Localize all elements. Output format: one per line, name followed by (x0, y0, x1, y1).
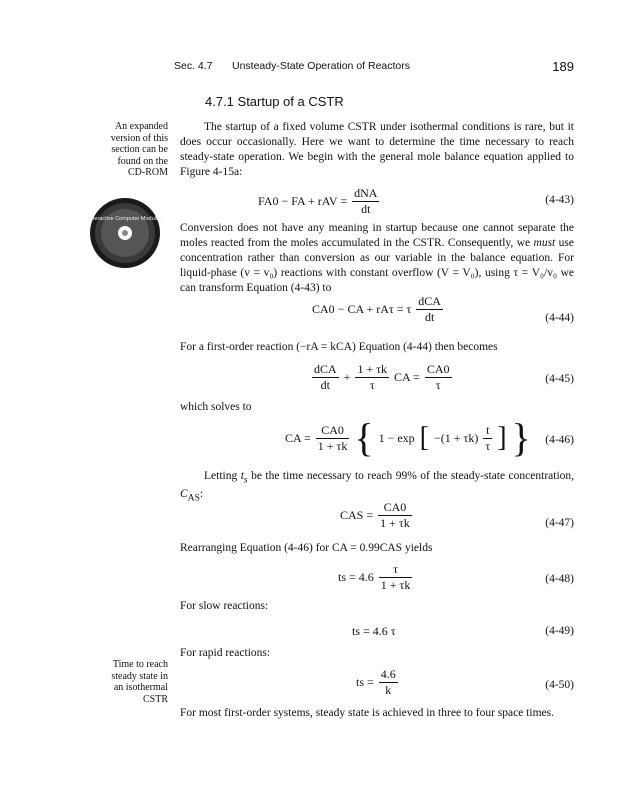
paragraph-solves: which solves to (180, 401, 252, 413)
equation-number-4-48: (4-48) (545, 573, 574, 585)
equation-number-4-50: (4-50) (545, 679, 574, 691)
paragraph-rapid: For rapid reactions: (180, 647, 271, 659)
equation-4-49: ts = 4.6 τ (352, 624, 396, 638)
paragraph-rearranging: Rearranging Equation (4-46) for CA = 0.99CAS yields (180, 542, 433, 554)
paragraph-slow: For slow reactions: (180, 600, 269, 612)
paragraph-letting: Letting $t_s$ be the time necessary to reach 99% of the steady-state concentration, $C_{AS}$: (180, 470, 575, 504)
equation-4-46: CA = $\frac{CA0}{1 + \tau k}$ { 1 − exp [ −(1 + τk) $\frac{t}{\tau}$ ] } (285, 415, 531, 460)
margin-note-steady-state: Time to reach steady state in an isothermal CSTR (111, 659, 168, 705)
page-number: 189 (552, 59, 574, 74)
running-header-section: Sec. 4.7 (174, 60, 213, 72)
equation-4-44: CA0 − CA + rAτ = τ $\frac{\text{dCA}}{dt}$ (312, 294, 441, 324)
equation-4-47: CAS = $\frac{CA0}{1 + \tau k}$ (340, 500, 410, 530)
equation-number-4-49: (4-49) (545, 625, 574, 637)
paragraph-intro: The startup of a fixed volume CSTR under isothermal conditions is rare, but it does occur occasionally. Here we want to determine the time necessary to reach steady-state operation. We begin with the general mole balance equation applied to Figure 4-15a: (180, 121, 574, 178)
equation-number-4-45: (4-45) (545, 373, 574, 385)
cd-rom-icon (88, 196, 162, 270)
paragraph-first-order: For a first-order reaction (−rA = kCA) Equation (4-44) then becomes (180, 341, 498, 353)
equation-4-43: FA0 − FA + rAV = $\frac{\text{dNA}}{dt}$ (258, 186, 378, 216)
cd-label: Interactive Computer Modules (88, 216, 162, 222)
equation-4-48: ts = 4.6 $\frac{\tau}{1 + \tau k}$ (338, 562, 411, 592)
equation-4-45: $\frac{\text{dCA}}{dt}$ + $\frac{1 + \tau k}{\tau}$ CA = $\frac{CA0}{\tau}$ (314, 362, 450, 392)
subsection-heading: 4.7.1 Startup of a CSTR (205, 94, 344, 109)
margin-note-cdrom: An expanded version of this section can be found on the CD-ROM (110, 121, 168, 178)
equation-number-4-43: (4-43) (545, 194, 574, 206)
equation-number-4-47: (4-47) (545, 517, 574, 529)
paragraph-conclusion: For most first-order systems, steady state is achieved in three to four space times. (180, 707, 554, 719)
equation-4-50: ts = $\frac{4.6}{k}$ (356, 667, 396, 697)
equation-number-4-46: (4-46) (545, 434, 574, 446)
paragraph-conversion: Conversion does not have any meaning in startup because one cannot separate the moles reacted from the moles accumulated in the CSTR. Consequently, we must use concentration rather than conversion as our variable in the balance equation. For liquid-phase (v = v₀) reactions with constant overflow (V = V₀), using τ = V₀/v₀ we can transform Equation (4-43) to (180, 222, 574, 294)
equation-number-4-44: (4-44) (545, 312, 574, 324)
running-header-title: Unsteady-State Operation of Reactors (232, 60, 411, 72)
